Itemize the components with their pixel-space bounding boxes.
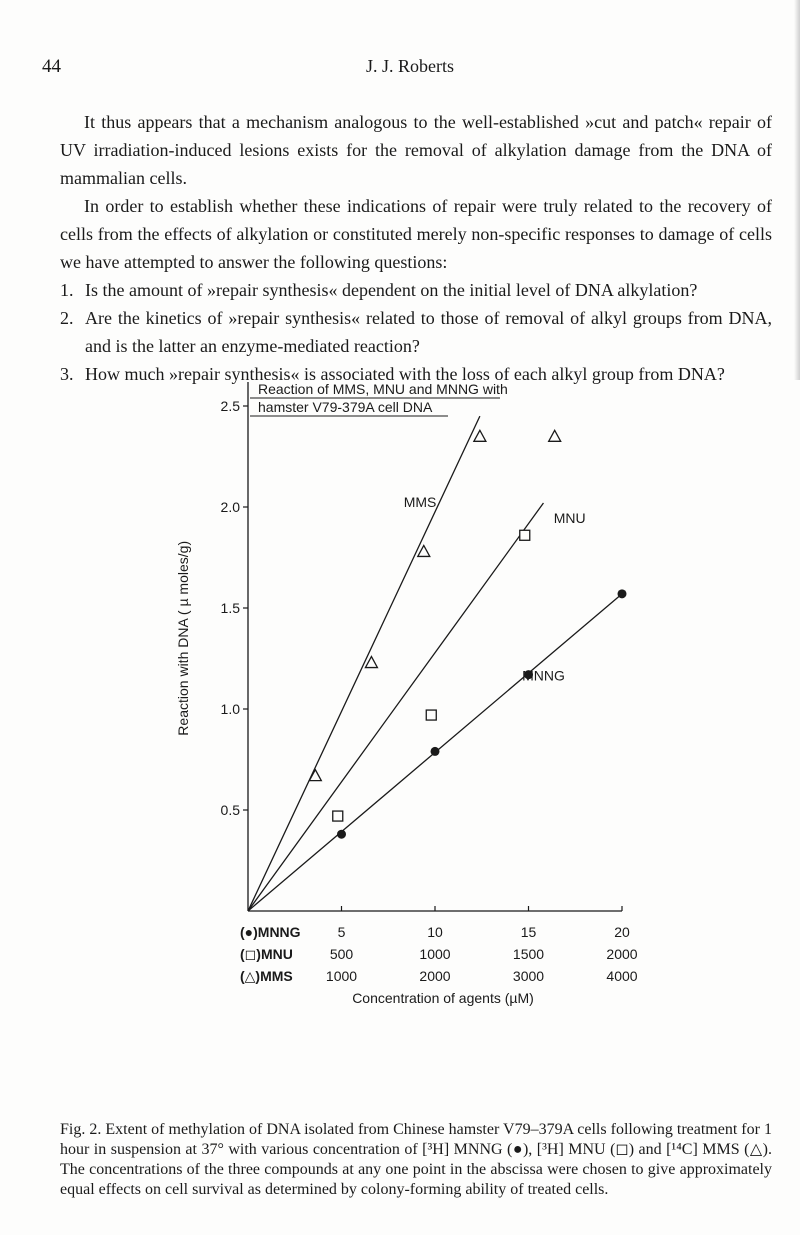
- question-number: 3.: [60, 364, 74, 384]
- question-item: [60, 276, 772, 304]
- chart-title-line-1: Reaction of MMS, MNU and MNNG with: [258, 381, 508, 397]
- x-axis-row-label: (△)MMS: [240, 968, 293, 984]
- data-point-mnu: [333, 811, 343, 821]
- question-text: Are the kinetics of »repair synthesis« related to those of removal of alkyl groups from DNA, and is the latter an enzyme-mediated reaction?: [85, 308, 772, 356]
- y-tick-label: 1.0: [220, 701, 240, 717]
- data-point-mnng: [431, 747, 440, 756]
- series-label: MMS: [403, 494, 437, 510]
- question-text: How much »repair synthesis« is associated with the loss of each alkyl group from DNA?: [85, 364, 725, 384]
- body-text: [60, 108, 772, 388]
- x-tick-label: 10: [427, 924, 443, 940]
- y-tick-label: 0.5: [220, 802, 240, 818]
- paragraph: In order to establish whether these indications of repair were truly related to the recovery of cells from the effects of alkylation or constituted merely non-specific responses to damage of cells we have attempted to answer the following questions:: [60, 196, 772, 272]
- plot-layer: [175, 381, 638, 1006]
- chart-title-line-2: hamster V79-379A cell DNA: [258, 399, 433, 415]
- question-number: 1.: [60, 280, 74, 300]
- question-text: Is the amount of »repair synthesis« dependent on the initial level of DNA alkylation?: [85, 280, 698, 300]
- data-point-mnu: [426, 710, 436, 720]
- y-tick-label: 2.5: [220, 398, 240, 414]
- page-number: 44: [42, 56, 61, 77]
- methylation-chart: [160, 376, 680, 1076]
- data-point-mnu: [520, 530, 530, 540]
- y-axis-label: Reaction with DNA ( µ moles/g): [175, 540, 191, 736]
- y-tick-label: 2.0: [220, 499, 240, 515]
- x-tick-label: 500: [329, 946, 354, 962]
- x-tick-label: 4000: [606, 968, 638, 984]
- x-tick-label: 3000: [512, 968, 545, 984]
- x-tick-label: 15: [520, 924, 537, 940]
- x-axis-row-label: (◻)MNU: [240, 946, 293, 962]
- x-axis-row-label: (●)MNNG: [240, 924, 301, 940]
- x-tick-label: 2000: [606, 946, 638, 962]
- data-point-mms: [549, 430, 561, 441]
- page-header: [40, 56, 780, 80]
- x-tick-label: 1500: [512, 946, 545, 962]
- x-tick-label: 2000: [419, 968, 451, 984]
- series-label: MNU: [553, 510, 586, 527]
- series-label: MNNG: [522, 667, 565, 684]
- data-point-mms: [474, 430, 486, 441]
- page-edge-shadow: [794, 0, 800, 380]
- x-tick-label: 1000: [325, 968, 358, 984]
- data-point-mms: [365, 657, 377, 668]
- paragraph: It thus appears that a mechanism analogous to the well-established »cut and patch« repair of UV irradiation-induced lesions exists for the removal of alkylation damage from the DNA of mammalian cells.: [60, 112, 772, 188]
- question-list: [60, 276, 772, 388]
- question-number: 2.: [60, 308, 74, 328]
- series-line: [248, 416, 480, 911]
- y-tick-label: 1.5: [220, 600, 240, 616]
- x-axis-label: Concentration of agents (µM): [352, 990, 534, 1006]
- running-head: J. J. Roberts: [365, 56, 454, 76]
- data-point-mnng: [618, 589, 627, 598]
- data-point-mms: [418, 545, 430, 556]
- x-tick-label: 20: [614, 924, 630, 940]
- figure-caption: Fig. 2. Extent of methylation of DNA isolated from Chinese hamster V79–379A cells following treatment for 1 hour in suspension at 37° with various concentration of [³H] MNNG (●), [³H] MNU (◻) and [¹⁴C] MMS (△). The concentrations of the three compounds at any one point in the abscissa were chosen to give approximately equal effects on cell survival as determined by colony-forming ability of treated cells.: [60, 1121, 772, 1198]
- data-point-mnng: [337, 830, 346, 839]
- question-item: [60, 304, 772, 360]
- series-line: [248, 503, 543, 911]
- x-tick-label: 1000: [419, 946, 451, 962]
- x-tick-label: 5: [337, 924, 346, 940]
